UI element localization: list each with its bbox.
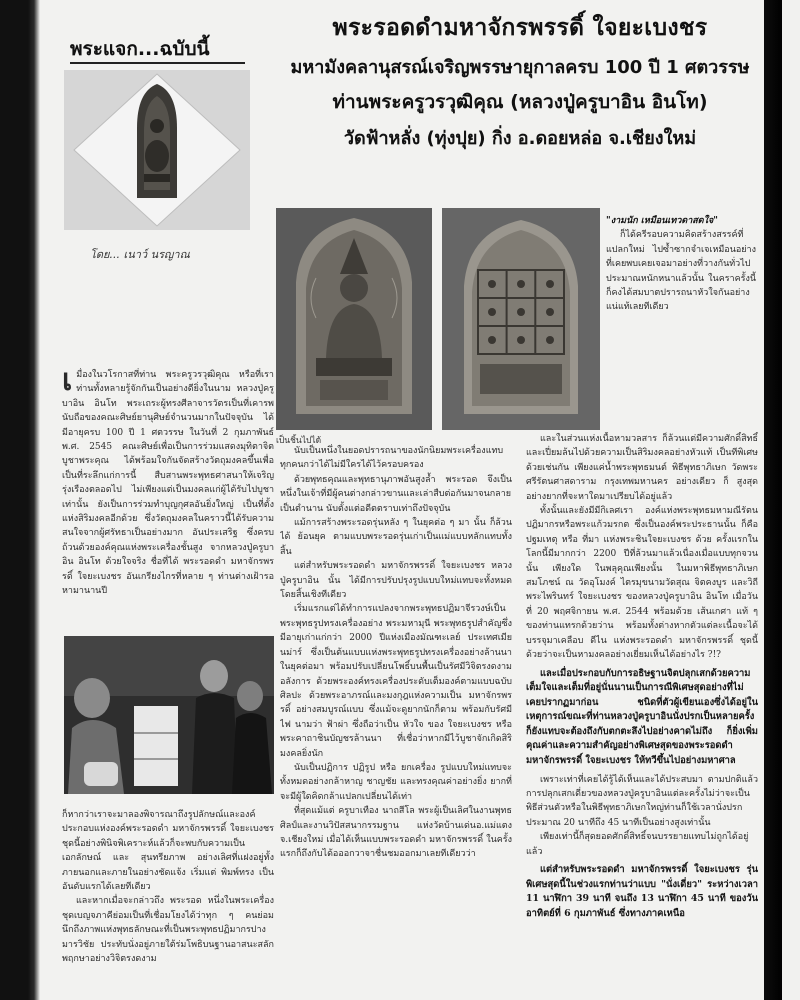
amulet-back-art	[442, 208, 600, 430]
column-3-p1: และในส่วนแห่งเนื้อหามวลสาร ก็ล้วนแต่มีความศักดิ์สิทธิ์และเปี่ยมล้นไปด้วยความเป็นสิริมงคลอย่างหัวแท้ เป็นทีพิเศษด้วยเช่นกัน เพียงแค่น้ำพระพุทธมนต์ พิธีพุทธาภิเษก วัดพระศรีรัตนศาสดาราม กรุงเทพมหานคร อย่างเดียว ก็ สูงสุด อย่างยากที่จะหาใดมาเปรียบได้อยู่แล้ว	[526, 434, 758, 502]
column-2-p5: เริ่มแรกแต่ได้ทำการแปลงจากพระพุทธปฏิมาจีรวงษ์เป็นพระพุทธรูปทรงเครื่องอย่าง พระมหามุนี พระพุทธรูปสำคัญซึ่งมีอายุเก่าแก่กว่า 2000 ปีแห่งเมืองมัณฑะเลย์ ประเทศเมียนม่าร์ ซึ่งเป็นต้นแบบแห่งพระพุทธรูปทรงเครื่องอย่างล้านนาในยุคต่อมา พร้อมปรับเปลี่ยนโพธิ์บนพื้นเป็นรัศมีวิจิตรงดงามอลังการ ด้วยพระองค์ทรงเครื่องประดับเต็มองค์ตามแบบฉบับศิลปะ ด้วยพระอาภรณ์และมงกุฎแห่งความเป็น มหาจักรพรรดิ์ อย่างสมบูรณ์แบบ ซึ่งแม้จะดูยากนักก็ตาม พร้อมกับรัศมีไฟ นามว่า ฟ้าผ่า ซึ่งถือว่าเป็น หัวใจ ของ ใจยะเบงชร หรือพระคาถาชินบัญชรล้านนา ที่เชื่อว่าหากมีไว้บูชาจักเกิดสิริมงคลยิ่งนัก	[280, 604, 512, 759]
quote-body: ก็ได้ครีรอบความคิดสร้างสรรค์ที่แปลกใหม่ ไปซ้ำซากจำเจเหมือนอย่างที่เคยพบเคยเจอมาอย่างที่วางกันทั่วไป ประมาณหนักหนาแล้วนั้น ในคราครั้งนี้ก็คงได้สมบาตปรารถนาหัวใจกันอย่างแน่แท้เลยทีเดียว	[606, 230, 756, 313]
column-2-p3: แม้การสร้างพระรอดรุ่นหลัง ๆ ในยุคต่อ ๆ มา นั้น ก็ล้วนได้ ย้อนยุค ตามแบบพระรอดรุ่นเก่าเป็นแม่แบบหลักแทบทั้งสิ้น	[280, 518, 512, 557]
headline-line-1: พระรอดดำมหาจักรพรรดิ์ ใจยะเบงชร	[332, 15, 708, 41]
amulet-photo-back	[442, 208, 600, 430]
photo-monk-ceremony	[64, 636, 274, 794]
column-2-p4: แต่สำหรับพระรอดดำ มหาจักรพรรดิ์ ใจยะเบงชร หลวงปู่ครูบาอิน นั้น ได้มีการปรับปรุงรูปแบบใหม่แทบจะทั้งหมดโดยสิ้นเชิงทีเดียว	[280, 561, 512, 601]
column-3-p3: และเมื่อประกอบกับการอธิษฐานจิตปลุกเสกด้วยความเต็มใจและเต็มที่อยู่นั่นนานเป็นการณีพิเศษสุดอย่างที่ไม่เคยปรากฏมาก่อน ชนิดที่ตัวผู้เขียนเองซึ่งได้อยู่ในเหตุการณ์ขณะที่ท่านหลวงปู่ครูบาอินนั่งปรกเป็นหลายครั้ง ก็ยังแทบจะต้องถึงกับตกตะลึงไปอย่างคาดไม่ถึง ก็ยิ่งเพิ่มคุณค่าและความสำคัญอย่างพิเศษสุดของพระรอดดำ มหาจักรพรรดิ์ ใจยะเบงชร ให้ทวีขึ้นไปอย่างมหาศาล	[526, 667, 758, 767]
amulet-front-art	[276, 208, 432, 430]
column-3-p4: เพราะเท่าที่เคยได้รู้ได้เห็นและได้ประสบมา ตามปกติแล้วการปลุกเสกเดี่ยวของหลวงปู่ครูบาอินแต่ละครั้งไม่ว่าจะเป็นพิธีส่วนตัวหรือในพิธีพุทธาภิเษกใหญ่ท่านก็ใช้เวลานั่งปรกประมาณ 20 นาทีถึง 45 นาทีเป็นอย่างสูงเท่านั้น	[526, 774, 758, 828]
column-1-continued-p2: และหากเมื่อจะกล่าวถึง พระรอด หนึ่งในพระเครื่องชุดเบญจภาคีย่อมเป็นที่เชื่อมโยงได้ว่าทุก ๆ คนย่อมนึกถึงภาพแห่งพุทธลักษณะที่เป็นพระพุทธปฏิมากรปางมารวิชัย ประทับนั่งอยู่ภายใต้ร่มโพธิบนฐานอาสนะสลักพฤกษาอย่างวิจิตรงดงาม	[62, 896, 274, 965]
column-2-p7: ที่สุดแม้แต่ ครูบาเทือง นาถสีโล พระผู้เป็นเลิศในงานพุทธศิลป์และงานวิปัสสนากรรมฐาน แห่งวัดบ้านเด่นอ.แม่แตง จ.เชียงใหม่ เมื่อได้เห็นแบบพระรอดดำ มหาจักรพรรดิ์ ในครั้งแรกก็ถึงกับได้อออกวาจาชื่นชมออกมาเลยทีเดียวว่า	[280, 806, 512, 860]
column-1-paragraph: มื่องในวโรกาสที่ท่าน พระครูวรวุฒิคุณ หรือที่เราท่านทั้งหลายรู้จักกันเป็นอย่างดียิ่งในนาม หลวงปู่ครูบาอิน อินโท พระเถระผู้ทรงศีลาจารวัตรเป็นที่เคารพนับถือของคณะศิษย์ยานุศิษย์จำนวนมากในปัจจุบัน ได้มีอายุครบ 100 ปี 1 ศตวรรษ ในวันที่ 2 กุมภาพันธ์ พ.ศ. 2545 คณะศิษย์เพื่อเป็นการร่วมแสดงมุทิตาจิตบูชาพระคุณ ได้พร้อมใจกันจัดสร้างวัตถุมงคลขึ้นเพื่อเป็นที่ระลึกแก่การนี้ สืบสานพระพุทธศาสนาให้เจริญรุ่งเรืองตลอดไป ไม่เพียงแต่เป็นมงคลแก่ผู้ได้รับไปบูชาเท่านั้น ยังเป็นการร่วมทำบุญกุศลอันยิ่งใหญ่ เป็นที่ตั้งแห่งสิริมงคลอีกด้วย ซึ่งวัตถุมงคลในคราวนี้ได้รับความสนใจจากผู้ศรัทธาเป็นอย่างมาก อันประเสริฐ ซึ่งครบถ้วนด้วยองค์คุณแห่งพระเครื่องชั้นสูง จากหลวงปู่ครูบาอิน อินโท ด้วยใจจริง ชื่อที่ได้ พระรอดดำ มหาจักรพรรดิ์ ใจยะเบงชร อันเกรียงไกรที่หลาย ๆ ท่านต่างเฝ้ารอหามานานปี	[62, 370, 274, 597]
column-1-continued	[62, 808, 274, 996]
right-edge-shadow	[764, 0, 782, 1000]
column-2-p1: นับเป็นหนึ่งในยอดปรารถนาของนักนิยมพระเครื่องแทบทุกคนกว่าได้ไม่มีใครได้ไว้ครอบครอง	[280, 446, 504, 471]
column-3-text	[526, 432, 758, 996]
amulet-photo-front	[276, 208, 432, 430]
column-2-p2: ด้วยพุทธคุณและพุทธานุภาพอันสูงล้ำ พระรอด จึงเป็นหนึ่งในเจ้าที่มีผู้คนต่างกล่าวขานและเล่าสืบต่อกันมาจนกลายเป็นตำนาน นับตั้งแต่อดีตตราบเท่าถึงปัจจุบัน	[280, 474, 512, 514]
headline-block	[270, 10, 770, 152]
column-3-p6: แต่สำหรับพระรอดดำ มหาจักรพรรดิ์ ใจยะเบงชร รุ่นพิเศษสุดนี้ในช่วงแรกท่านว่าแบบ "นั่งเดี่ยว" ระหว่างเวลา 11 นาฬิกา 39 นาที จนถึง 13 นาฬิกา 45 นาที ของวันอาทิตย์ที่ 6 กุมภาพันธ์ ซึ่งทางภาคเหนือ	[526, 864, 758, 919]
photo-caption: เป็นชิ้นไปได้	[276, 436, 322, 446]
amulet-thumbnail-art	[64, 70, 250, 230]
column-1-text	[62, 368, 274, 608]
column-title-underline	[70, 62, 245, 64]
column-2-p6: นับเป็นปฏิการ ปฏิรูป หรือ ยกเครื่อง รูปแบบใหม่แทบจะทั้งหมดอย่างกล้าหาญ ชาญชัย และทรงคุณค่าอย่างยิ่ง ยากที่จะมีผู้ใดคิดกล้าแปลกเปลี่ยนได้เท่า	[280, 762, 512, 802]
column-3-p2: ทั้งนั้นและยังมีมีกิเลศเรา องค์แห่งพระพุทธมหามณีรัตนปฏิมากรหรือพระแก้วมรกต ซึ่งเป็นองค์พระประธานนั้น ก็คือ ปฐมเหตุ หรือ ที่มา แห่งพระชินใจยะเบงชร ด้วย ครั้งแรกในโลกนี้มีมากกว่า 2200 ปีที่ล้วนมาแล้วเนื่องเมื่อแบบทุกจวนนั้น เพียงใด ในพลุคุณเพียงนั้น ในมหาพิธีพุทธาภิเษกสมโภชน์ ณ วัดอุโมงค์ ไตรมุขนามวัดสุณ จิตคงบูร และวิถีพระไพรินทร์ ใจยะเบงชร ของหลวงปู่ครูบาอิน อินโท เมื่อวันที่ 20 พฤศจิกายน พ.ศ. 2544 พร้อมด้วย เส้นเกศา แท้ ๆ ของท่านแทรกด้วยว่าน พร้อมทั้งต่างหากตัวแต่ละเนื้อจะได้บรรจุมาเคลือบ ดีไน แห่งพระรอดดำ มหาจักรพรรดิ์ ชุดนี้ด้วยว่าจะเป็นหามงคลอย่างเยี่ยมเห็นได้อย่างไร ?!?	[526, 506, 758, 661]
byline: โดย... เนาว์ นรญาณ	[90, 248, 190, 261]
photo-monk-ceremony-art	[64, 636, 274, 794]
amulet-thumbnail	[64, 70, 250, 230]
column-2-text	[280, 444, 512, 996]
column-3-p5: เพียงเท่านี้ก็สุดยอดศักดิ์สิทธิ์จนบรรยายแทบไม่ถูกได้อยู่แล้ว	[526, 832, 749, 857]
column-title: พระแจก...ฉบับนี้	[70, 38, 210, 60]
magazine-page	[40, 0, 782, 1000]
column-1-continued-p1: ก็หากว่าเราจะมาลองพิจารณาถึงรูปลักษณ์และองค์ประกอบแห่งองค์พระรอดดำ มหาจักรพรรดิ์ ใจยะเบงชร ชุดนี้อย่างพินิจพิเคราะห์แล้วก็จะพบกับความเป็น เอกลักษณ์ และ สุนทรียภาพ อย่างเลิศที่แฝงอยู่ทั้งภายนอกและภายในอย่างชัดแจ้ง เริ่มแต่ พิมพ์ทรง เป็นอันดับแรกได้เลยทีเดียว	[62, 810, 274, 893]
quote-title: "งามนัก เหมือนเทวดาสดใจ"	[606, 216, 718, 226]
drop-cap: เ	[62, 368, 73, 398]
quote-block	[606, 214, 756, 430]
headline-line-2: มหามังคลานุสรณ์เจริญพรรษายุกาลครบ 100 ปี 1 ศตวรรษ	[290, 57, 750, 78]
headline-line-3: ท่านพระครูวรวุฒิคุณ (หลวงปู่ครูบาอิน อินโท)	[332, 91, 708, 113]
headline-line-4: วัดฟ้าหลั่ง (ทุ่งปุย) กิ่ง อ.ดอยหล่อ จ.เชียงใหม่	[343, 128, 697, 149]
